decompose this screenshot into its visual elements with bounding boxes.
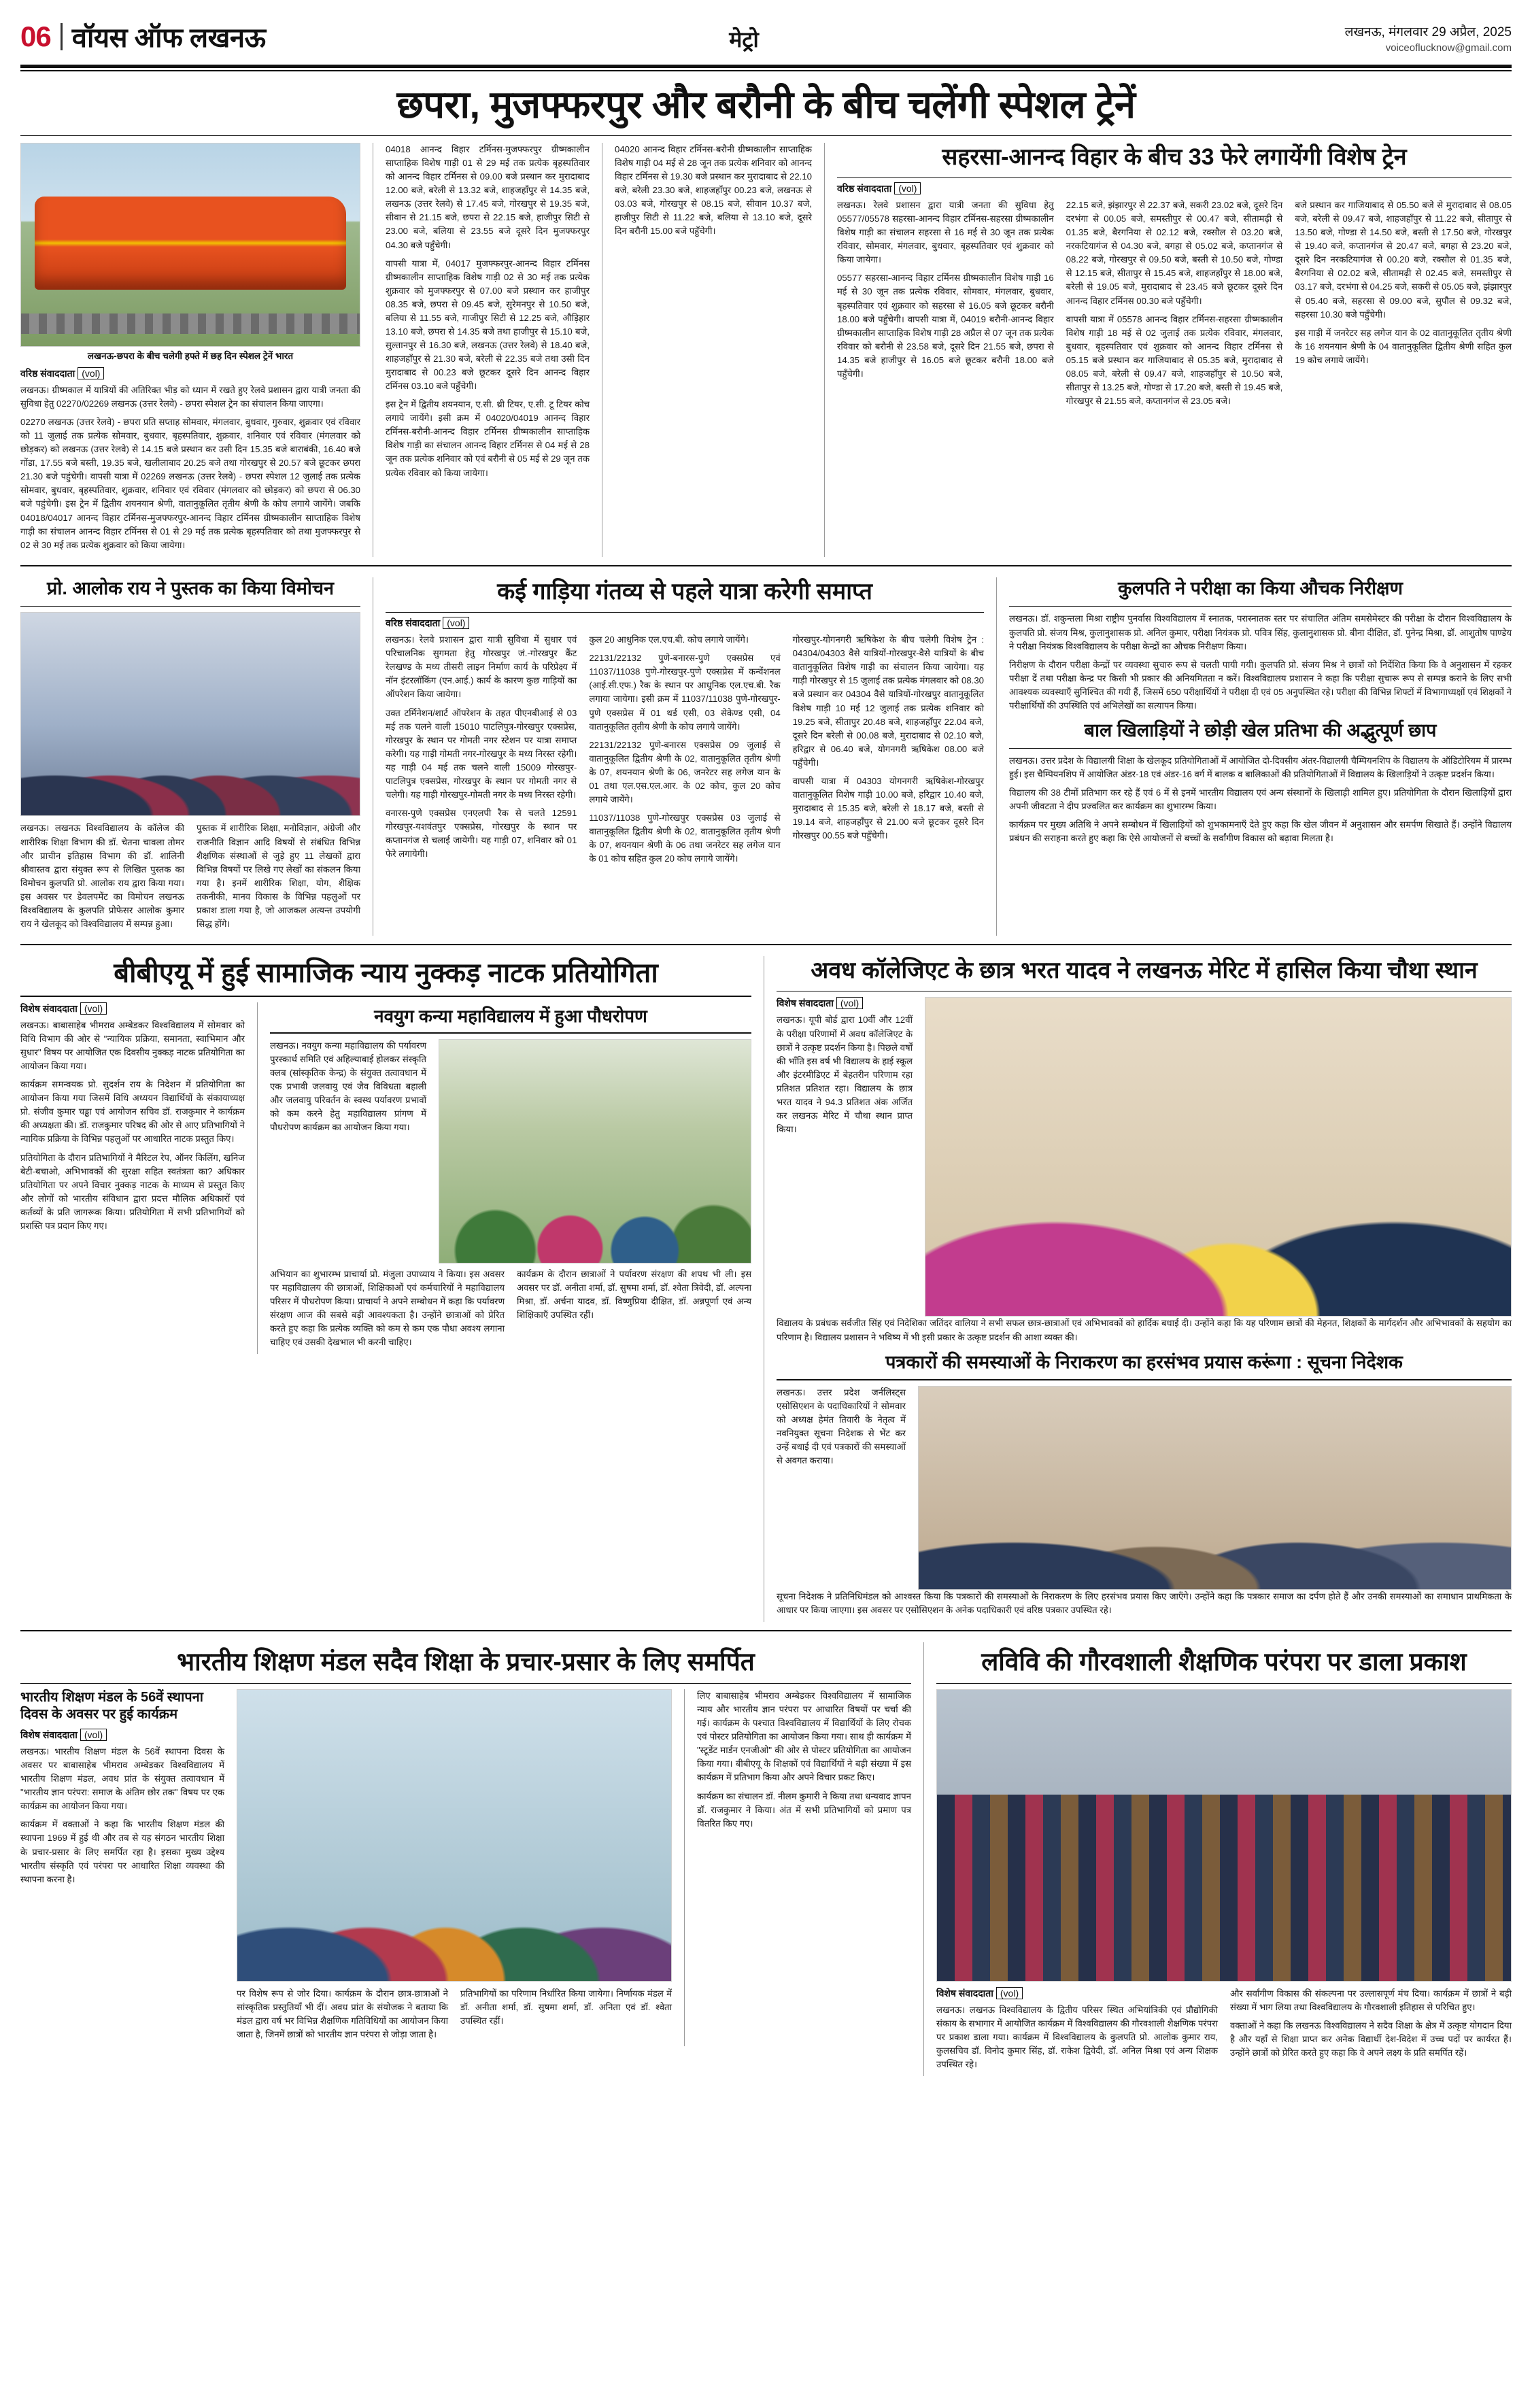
- journalists-photo-col: [918, 1386, 1512, 1590]
- col-divider: [824, 143, 825, 557]
- sahrsa-col1: [837, 199, 1054, 413]
- plantation-p2: अभियान का शुभारम्भ प्राचार्या प्रो. मंजुला उपाध्याय ने किया। इस अवसर पर महाविद्यालय की छात्राओं, शिक्षिकाओं एवं कर्मचारियों ने महाविद्यालय परिसर में पौधरोपण किया। प्राचार्या ने अपने सम्बोधन में कहा कि पर्यावरण संरक्षण आज की सबसे बड़ी आवश्यकता है। उन्होंने छात्राओं को प्रेरित करते हुए कहा कि प्रत्येक व्यक्ति को कम से कम एक पौधा अवश्य लगाना चाहिए एवं उसकी देखभाल भी करनी चाहिए।: [270, 1268, 505, 1348]
- section-two: [20, 573, 1512, 936]
- tt-c1-p1: लखनऊ। रेलवे प्रशासन द्वारा यात्री सुविधा में सुधार एवं परिचालनिक सुगमता हेतु गोरखपुर जं.-गोरखपुर कैंट रेलखण्ड के मध्य तीसरी लाइन निर्माण कार्य के परिप्रेक्ष्य में नॉन इंटरलॉकिंग (एन.आई.) कार्य के कारण कुछ गाड़ियों का ऑपरेशन किया जायेगा।: [386, 634, 577, 700]
- sahrsa-byline: [837, 182, 1512, 195]
- handshake-photo: [918, 1386, 1512, 1590]
- lead-col3-p1: 04020 आनन्द विहार टर्मिनस-बरौनी ग्रीष्मकालीन साप्ताहिक विशेष गाड़ी 04 मई से 28 जून तक प्रत्येक शनिवार को आनन्द विहार टर्मिनस से 19.30 बजे प्रस्थान कर मुरादाबाद से 22.10 बजे, बरेली 23.30 बजे, शाहजहाँपुर 00.23 बजे, लखनऊ से 03.03 बजे, गोरखपुर से 08.15 बजे, सीवान 10.37 बजे, हाजीपुर सिटी से 11.22 बजे, बलिया से 13.10 बजे, दूसरे दिन बरौनी 15.00 बजे पहुँचेगी।: [615, 144, 812, 237]
- child-athletes-rule: [1009, 748, 1512, 749]
- section-title: मेट्रो: [729, 27, 759, 52]
- trains-terminate-col1: [386, 633, 577, 870]
- sahrsa-col3: [1295, 199, 1512, 413]
- plantation-columns: [270, 1039, 751, 1264]
- masthead-rule-thin: [20, 70, 1512, 71]
- tt-c2-p1: कुल 20 आधुनिक एल.एच.बी. कोच लगाये जायेंगे।: [589, 634, 749, 645]
- bbau-rule: [20, 996, 751, 997]
- plantation-bottom-columns: [270, 1268, 751, 1354]
- bsm-photo-undercolumns: [237, 1987, 672, 2046]
- plantation-bottom-col1: [270, 1268, 505, 1354]
- book-release-photo: [20, 612, 360, 816]
- trains-terminate-vol-tag: (vol): [443, 617, 469, 629]
- masthead-left: [20, 18, 266, 55]
- bsm-under-col1: [237, 1987, 448, 2046]
- tt-c2-p3: 22131/22132 पुणे-बनारस एक्सप्रेस 09 जुलाई से वातानुकूलित द्वितीय श्रेणी के 02, वातानुकूलित तृतीय श्रेणी के 07, शयनयान श्रेणी के 06, जनरेटर सह लगेज यान के 01 तथा एल.एस.एल.आर. के 02 कोच, कुल 20 कोच लगाये जायेंगे।: [589, 739, 781, 804]
- plantation-photo-col: [439, 1039, 751, 1264]
- bsm-columns: [20, 1689, 911, 2046]
- sahrsa-byline-text: वरिष्ठ संवाददाता: [837, 183, 892, 194]
- page-number: 06: [20, 20, 51, 52]
- plantation-photo: [439, 1039, 751, 1264]
- bsm-p4: प्रतिभागियों का परिणाम निर्धारित किया जायेगा। निर्णायक मंडल में डॉ. अनीता शर्मा, डॉ. सुषमा शर्मा, डॉ. अनिता एवं डॉ. श्वेता उपस्थित रहीं।: [460, 1988, 672, 2027]
- bsm-col1: [20, 1689, 224, 2046]
- plantation-rule: [270, 1032, 751, 1034]
- journalists-p2: सूचना निदेशक ने प्रतिनिधिमंडल को आश्वस्त किया कि पत्रकारों की समस्याओं के निराकरण के लिए हरसंभव प्रयास किए जाएँगे। उन्होंने कहा कि पत्रकार समाज का दर्पण होते हैं और उनकी समस्याओं का समाधान प्राथमिकता के आधार पर किया जाएगा। इस अवसर पर एसोसिएशन के अनेक पदाधिकारी एवं वरिष्ठ पत्रकार उपस्थित रहे।: [777, 1591, 1512, 1615]
- plantation-p3: कार्यक्रम के दौरान छात्राओं ने पर्यावरण संरक्षण की शपथ भी ली। इस अवसर पर डॉ. अनीता शर्मा, डॉ. सुषमा शर्मा, डॉ. श्वेता त्रिवेदी, डॉ. अल्पना मिश्रा, डॉ. अर्चना यादव, डॉ. विष्णुप्रिया दीक्षित, डॉ. अन्नपूर्णा एवं अन्य शिक्षिकाएँ उपस्थित रहीं।: [517, 1268, 751, 1321]
- merit-p1: लखनऊ। यूपी बोर्ड द्वारा 10वीं और 12वीं के परीक्षा परिणामों में अवध कॉलेजिएट के छात्रों ने उत्कृष्ट प्रदर्शन किया है। पिछले वर्षों की भाँति इस वर्ष भी विद्यालय के हाई स्कूल और इंटरमीडिएट में बेहतरीन परिणाम रहा प्रतिशत प्रतिशत रहा। विद्यालय के छात्र भरत यादव ने 94.3 प्रतिशत अंक अर्जित कर लखनऊ मेरिट में चौथा स्थान प्राप्त किया।: [777, 1015, 913, 1134]
- trains-terminate-byline: [386, 617, 984, 630]
- lu-legacy-headline: लविवि की गौरवशाली शैक्षणिक परंपरा पर डाला प्रकाश: [981, 1648, 1467, 1676]
- journalists-p1: लखनऊ। उत्तर प्रदेश जर्नलिस्ट्स एसोसिएशन के पदाधिकारियों ने सोमवार को अध्यक्ष हेमंत तिवारी के नेतृत्व में नवनियुक्त सूचना निदेशक से भेंट कर उन्हें बधाई दी एवं पत्रकारों की समस्याओं से अवगत कराया।: [777, 1387, 906, 1466]
- bbau-vol-tag: (vol): [80, 1002, 107, 1015]
- merit-columns: [777, 997, 1512, 1317]
- merit-photo-col: [925, 997, 1512, 1317]
- issue-date: लखनऊ, मंगलवार 29 अप्रैल, 2025: [1344, 25, 1512, 40]
- publication-title: वॉयस ऑफ लखनऊ: [71, 23, 266, 53]
- bbau-byline: [20, 1002, 245, 1015]
- bsm-col3: [697, 1689, 911, 2046]
- section-four: [20, 1638, 1512, 2076]
- sahrsa-rule: [837, 177, 1512, 179]
- lead-col2-p2: वापसी यात्रा में, 04017 मुजफ्फरपुर-आनन्द विहार टर्मिनस ग्रीष्मकालीन साप्ताहिक विशेष गाड़ी 02 से 30 मई तक प्रत्येक शुक्रवार को मुजफ्फरपुर से 07.00 बजे प्रस्थान कर हाजीपुर 08.35 बजे, छपरा से 09.45 बजे, सुरेमनपुर से 10.50 बजे, बलिया से 11.55 बजे, गाजीपुर सिटी से 12.25 बजे, औड़िहार 13.10 बजे, छपरा से 14.35 बजे तथा हाजीपुर से 15.10 बजे, सुल्तानपुर से 16.30 बजे, लखनऊ (उत्तर रेलवे) से 18.40 बजे, शाहजहाँपुर से 21.30 बजे, बरेली से 22.35 बजे तथा उसी दिन मुरादाबाद से 00.23 बजे छूटकर दूसरे दिन आनन्द विहार टर्मिनस 03.10 बजे पहुँचेगी।: [386, 258, 590, 392]
- bbau-story: [20, 956, 751, 1622]
- bsm-story: [20, 1642, 911, 2076]
- book-release-rule: [20, 606, 360, 607]
- col-divider: [996, 577, 997, 936]
- lead-col2-p1: 04018 आनन्द विहार टर्मिनस-मुजफ्फरपुर ग्रीष्मकालीन साप्ताहिक विशेष गाड़ी 01 से 29 मई तक प्रत्येक बृहस्पतिवार को आनन्द विहार टर्मिनस से 09.00 बजे प्रस्थान कर मुरादाबाद 12.00 बजे, बरेली से 13.32 बजे, शाहजहाँपुर से 14.35 बजे, लखनऊ (उत्तर रेलवे) से 17.45 बजे, गोरखपुर से 19.35 बजे, सीवान से 21.15 बजे, छपरा से 22.15 बजे, हाजीपुर सिटी से 23.00 बजे, बलिया से 23.55 बजे दूसरे दिन मुजफ्फरपुर 04.30 बजे पहुँचेगी।: [386, 144, 590, 250]
- masthead-right: [1345, 24, 1512, 55]
- train-photo: [20, 143, 360, 347]
- sahrsa-columns: [837, 199, 1512, 413]
- felicitation-photo: [925, 997, 1512, 1317]
- lu-legacy-columns: [936, 1987, 1512, 2076]
- section-divider-1: [20, 565, 1512, 567]
- journalists-headline: पत्रकारों की समस्याओं के निराकरण का हरसंभव प्रयास करूंगा : सूचना निदेशक: [885, 1351, 1403, 1372]
- sahrsa-col1-p2: 05577 सहरसा-आनन्द विहार टर्मिनस ग्रीष्मकालीन विशेष गाड़ी 16 मई से 30 जून तक प्रत्येक रविवार, सोमवार, मंगलवार, बुधवार, बृहस्पतिवार एवं शुक्रवार को सहरसा से 16.05 बजे छूटकर बरौनी 18.00 बजे पहुँचेगी। वापसी यात्रा में, 04019 बरौनी-आनन्द विहार ग्रीष्मकालीन साप्ताहिक विशेष गाड़ी 28 अप्रैल से 07 जून तक प्रत्येक रविवार को बरौनी से 23.58 बजे, दूसरे दिन 21.55 बजे, छपरा से 14.35 बजे हाजीपुर से 16.05 बजे छूटकर बरौनी 18.00 बजे पहुँचेगी।: [837, 273, 1054, 379]
- bsm-p3: पर विशेष रूप से जोर दिया। कार्यक्रम के दौरान छात्र-छात्राओं ने सांस्कृतिक प्रस्तुतियाँ भी दीं। अवध प्रांत के संयोजक ने बताया कि मंडल द्वारा वर्ष भर विभिन्न शैक्षणिक गतिविधियों का आयोजन किया जाता है, जिनमें छात्रों को भारतीय ज्ञान परंपरा से जोड़ा जाता है।: [237, 1988, 448, 2040]
- lead-byline-text: वरिष्ठ संवाददाता: [20, 367, 75, 379]
- lead-col2-p3: इस ट्रेन में द्वितीय शयनयान, ए.सी. थ्री टियर, ए.सी. टू टियर कोच लगाये जायेंगे। इसी क्रम में 04020/04019 आनन्द विहार टर्मिनस-बरौनी-आनन्द विहार टर्मिनस ग्रीष्मकालीन साप्ताहिक विशेष गाड़ी का संचालन आनन्द विहार टर्मिनस से 04 मई से 28 जून तक प्रत्येक शनिवार को एवं बरौनी से 05 मई से 29 जून तक प्रत्येक रविवार को किया जायेगा।: [386, 399, 590, 478]
- trains-terminate-byline-text: वरिष्ठ संवाददाता: [386, 617, 441, 629]
- merit-story: [777, 956, 1512, 1622]
- plantation-p1: लखनऊ। नवयुग कन्या महाविद्यालय की पर्यावरण पुरस्कार्थ समिति एवं अहिल्याबाई होलकर संस्कृति क्लब (सांस्कृतिक केन्द्र) के संयुक्त तत्वावधान में एक प्रभावी जलवायु एवं जैव विविधता बहाली और जलवायु परिवर्तन के स्वस्थ पर्यावरण प्रभावों को कम करने हेतु महाविद्यालय प्रांगण में पौधरोपण कार्यक्रम का आयोजन किया गया।: [270, 1040, 426, 1133]
- bsm-vol-tag: (vol): [80, 1729, 107, 1741]
- plantation-bottom-col2: [517, 1268, 751, 1354]
- trains-terminate-story: [386, 577, 984, 936]
- trains-terminate-headline: कई गाड़िया गंतव्य से पहले यात्रा करेगी समाप्त: [497, 579, 872, 605]
- sahrsa-col2-p1: 22.15 बजे, झंझारपुर से 22.37 बजे, सकरी 23.02 बजे, दूसरे दिन दरभंगा से 00.05 बजे, समस्तीपुर से 00.47 बजे, सीतामढ़ी से 01.35 बजे, बैरगनिया से 02.12 बजे, रक्सौल से 03.20 बजे, नरकटियागंज से 04.30 बजे, बगहा से 05.02 बजे, कप्तानगंज से 08.22 बजे, गोरखपुर से 09.50 बजे, बस्ती से 10.50 बजे, गोण्डा से 12.15 बजे, सीतापुर से 15.45 बजे, शाहजहाँपुर से 18.00 बजे, बरेली से 19.05 बजे, मुरादाबाद से 23.45 बजे छूटकर दूसरे दिन आनन्द विहार टर्मिनस 00.30 बजे पहुँचेगी।: [1066, 200, 1283, 306]
- lead-left-column: [20, 143, 360, 557]
- merit-p2: विद्यालय के प्रबंधक सर्वजीत सिंह एवं निदेशिका जतिंदर वालिया ने सभी सफल छात्र-छात्राओं एवं अभिभावकों को हार्दिक बधाई दी। उन्होंने कहा कि यह परिणाम छात्रों की मेहनत, शिक्षकों के मार्गदर्शन और अभिभावकों के सहयोग का परिणाम है। विद्यालय प्रशासन ने भविष्य में भी इसी प्रकार के उत्कृष्ट प्रदर्शन की आशा व्यक्त की।: [777, 1318, 1512, 1342]
- vc-inspection-headline: कुलपति ने परीक्षा का किया औचक निरीक्षण: [1118, 578, 1403, 599]
- journalists-rule: [777, 1379, 1512, 1380]
- bbau-columns: [20, 1002, 751, 1354]
- bsm-p2: कार्यक्रम में वक्ताओं ने कहा कि भारतीय शिक्षण मंडल की स्थापना 1969 में हुई थी और तब से यह संगठन भारतीय शिक्षा के प्रचार-प्रसार के लिए समर्पित रहा है। इसका मुख्य उद्देश्य भारतीय संस्कृति एवं परंपरा पर आधारित शिक्षा व्यवस्था की स्थापना करना है।: [20, 1819, 224, 1884]
- tt-c2-p2: 22131/22132 पुणे-बनारस-पुणे एक्सप्रेस एवं 11037/11038 पुणे-गोरखपुर-पुणे एक्सप्रेस में कन्वेंशनल (आई.सी.एफ.) रैक के स्थान पर आधुनिक एल.एच.बी. रैक लगाया जायेगा। इसी क्रम में 11037/11038 पुणे-गोरखपुर-पुणे एक्सप्रेस में 01 थर्ड एसी, 03 सेकेण्ड एसी, 04 वातानुकूलित तृतीय श्रेणी के कोच लगाये जायेंगे।: [589, 653, 781, 732]
- lu-legacy-p2: और सर्वांगीण विकास की संकल्पना पर उल्लासपूर्ण मंच दिया। कार्यक्रम में छात्रों ने बड़ी संख्या में भाग लिया तथा विश्वविद्यालय के गौरवशाली इतिहास से परिचित हुए।: [1230, 1988, 1512, 2013]
- train-photo-caption: लखनऊ-छपरा के बीच चलेगी हफ्ते में छह दिन स्पेशल ट्रेनें भारत: [87, 351, 294, 362]
- lead-byline: [20, 367, 360, 380]
- lu-legacy-story: [936, 1642, 1512, 2076]
- tt-c3-p2: वापसी यात्रा में 04303 योगनगरी ऋषिकेश-गोरखपुर वातानुकूलित विशेष गाड़ी 10.00 बजे, हरिद्वार 10.40 बजे, मुरादाबाद से 15.35 बजे, बरेली से 18.17 बजे, बस्ती से 19.14 बजे, शाहजहाँपुर से 21.00 बजे छूटकर दूसरे दिन गोरखपुर 00.55 बजे पहुँचेगी।: [792, 775, 984, 841]
- book-release-p1: लखनऊ। लखनऊ विश्वविद्यालय के कॉलेज की शारीरिक शिक्षा विभाग की डॉ. चेतना चावला तोमर और प्राचीन इतिहास विभाग की डॉ. शालिनी श्रीवास्तव द्वारा संयुक्त रूप से लिखित पुस्तक का विमोचन कुलपति प्रो. आलोक राय द्वारा किया गया। इस अवसर पर डेवलपमेंट का विमोचन लखनऊ विश्वविद्यालय के कुलपति प्रोफेसर आलोक कुमार राय ने खेलकूद को विश्वविद्यालय में सम्पन्न हुआ।: [20, 823, 184, 929]
- plantation-headline: नवयुग कन्या महाविद्यालय में हुआ पौधरोपण: [374, 1005, 647, 1026]
- bsm-p5: लिए बाबासाहेब भीमराव अम्बेडकर विश्वविद्यालय में सामाजिक न्याय और भारतीय ज्ञान परंपरा पर आधारित विषयों पर चर्चा की गई। कार्यक्रम के पश्चात विश्वविद्यालय में विद्यार्थियों के लिए रोचक एवं पोस्टर प्रतियोगिता का आयोजन किया गया। साथ ही कार्यक्रम में "स्टूडेंट मार्डन एनजीओ" की ओर से पोस्टर प्रतियोगिता का आयोजन किया गया। बीबीएयू के शिक्षकों एवं विद्यार्थियों ने बड़ी संख्या में इस कार्यक्रम में प्रतिभाग किया और अपने विचार प्रकट किए।: [697, 1691, 911, 1783]
- lead-col1-p1: लखनऊ। ग्रीष्मकाल में यात्रियों की अतिरिक्त भीड़ को ध्यान में रखते हुए रेलवे प्रशासन द्वारा यात्री जनता की सुविधा हेतु 02270/02269 लखनऊ (उत्तर रेलवे) - छपरा स्पेशल ट्रेन का संचालन किया जाएगा।: [20, 384, 360, 409]
- journalists-columns: [777, 1386, 1512, 1590]
- tt-c1-p2: उक्त टर्मिनेशन/शार्ट ऑपरेशन के तहत पीएनबीआई से 03 मई तक चलने वाली 15010 पाटलिपुत्र-गोरखपुर एक्सप्रेस, गोरखपुर के स्थान पर गोमती नगर स्टेशन पर यात्रा समाप्त करेगी। यह गाड़ी गोमती नगर-गोरखपुर के मध्य निरस्त रहेगी। यह गाड़ी 04 मई तक चलने वाली 15009 गोरखपुर-पाटलिपुत्र एक्सप्रेस, गोरखपुर के स्थान पर गोमती नगर से चलेगी। यह गाड़ी गोरखपुर-गोमती नगर के मध्य निरस्त रहेगी।: [386, 707, 577, 800]
- lead-col2: [386, 143, 590, 557]
- bsm-under-col2: [460, 1987, 672, 2046]
- col-divider: [923, 1642, 924, 2076]
- vc-inspection-story: [1009, 577, 1512, 936]
- child-athletes-headline: बाल खिलाड़ियों ने छोड़ी खेल प्रतिभा की अद्भुत्पूर्ण छाप: [1084, 719, 1437, 741]
- bsm-p1: लखनऊ। भारतीय शिक्षण मंडल के 56वें स्थापना दिवस के अवसर पर बाबासाहेब भीमराव अम्बेडकर विश्वविद्यालय में भारतीय शिक्षण मंडल, अवध प्रांत के संयुक्त तत्वावधान में "भारतीय ज्ञान परंपरा: समाज के अंतिम छोर तक" विषय पर एक कार्यक्रम का आयोजन किया गया।: [20, 1746, 224, 1812]
- trains-terminate-rule: [386, 612, 984, 613]
- sahrsa-vol-tag: (vol): [894, 182, 921, 194]
- bbau-p1: लखनऊ। बाबासाहेब भीमराव अम्बेडकर विश्वविद्यालय में सोमवार को विधि विभाग की ओर से "न्यायिक प्रक्रिया, समानता, स्वाभिमान और सुधार" विषय पर आयोजित एक दिवसीय नुक्कड़ नाटक प्रतियोगिता का आयोजन किया गया।: [20, 1019, 245, 1072]
- book-release-col2: [197, 821, 360, 936]
- bsm-subhead: भारतीय शिक्षण मंडल के 56वें स्थापना दिवस के अवसर पर हुई कार्यक्रम: [20, 1690, 203, 1723]
- bsm-byline-text: विशेष संवाददाता: [20, 1729, 78, 1741]
- lu-legacy-p1: लखनऊ। लखनऊ विश्वविद्यालय के द्वितीय परिसर स्थित अभियांत्रिकी एवं प्रौद्योगिकी संकाय के सभागार में आयोजित कार्यक्रम में विश्वविद्यालय की गौरवशाली शैक्षणिक परंपरा पर प्रकाश डाला गया। कार्यक्रम में विश्वविद्यालय के कुलपति प्रो. आलोक कुमार राय, कुलसचिव डॉ. विनोद कुमार सिंह, डॉ. राकेश द्विवेदी, डॉ. अनिल मिश्रा एवं अन्य शिक्षक उपस्थित रहे।: [936, 2005, 1218, 2070]
- tt-c3-p1: गोरखपुर-योगनगरी ऋषिकेश के बीच चलेगी विशेष ट्रेन : 04304/04303 वैसे यात्रियों-गोरखपुर-वैसे यात्रियों के बीच वातानुकूलित विशेष गाड़ी का संचालन किया जायेगा। यह गाड़ी गोरखपुर से 15 जुलाई तक प्रत्येक मंगलवार को 08.30 बजे प्रस्थान कर 04304 वैसे यात्रियों-गोरखपुर वातानुकूलित विशेष गाड़ी 10 मई 12 जुलाई तक प्रत्येक शनिवार को 19.25 बजे, सीतापुर 20.48 बजे, शाहजहाँपुर 22.04 बजे, दूसरे दिन बरेली से 00.08 बजे, मुरादाबाद से 02.10 बजे, हरिद्वार से 06.40 बजे, योगनगरी ऋषिकेश 08.00 बजे पहुँचेगी।: [792, 634, 984, 768]
- lu-legacy-p3: वक्ताओं ने कहा कि लखनऊ विश्वविद्यालय ने सदैव शिक्षा के क्षेत्र में उत्कृष्ट योगदान दिया है और यहाँ से शिक्षा प्राप्त कर अनेक विद्यार्थी देश-विदेश में उच्च पदों पर कार्यरत हैं। उन्होंने छात्रों को प्रेरित करते हुए कहा कि वे अपने लक्ष्य के प्रति समर्पित रहें।: [1230, 2020, 1512, 2058]
- sahrsa-col2: [1066, 199, 1283, 413]
- trains-terminate-columns: [386, 633, 984, 870]
- lu-legacy-photo: [936, 1689, 1512, 1982]
- students-photo: [237, 1689, 672, 1982]
- lu-legacy-vol-tag: (vol): [996, 1987, 1023, 1999]
- journalists-text-col: [777, 1386, 906, 1590]
- merit-byline: [777, 997, 913, 1010]
- bsm-rule: [20, 1683, 911, 1684]
- merit-rule: [777, 991, 1512, 992]
- merit-headline: अवध कॉलेजिएट के छात्र भरत यादव ने लखनऊ मेरिट में हासिल किया चौथा स्थान: [811, 957, 1478, 984]
- bsm-photo-col: [237, 1689, 672, 2046]
- tt-c1-p3: वनारस-पुणे एक्सप्रेस एनएलपी रैक से चलते 12591 गोरखपुर-यशवंतपुर एक्सप्रेस, गोरखपुर के स्थान पर कप्तानगंज से चलाई जायेगी। यह गाड़ी 07, शनिवार को 01 फेरे लगायेगी।: [386, 807, 577, 860]
- vc-inspection-rule: [1009, 606, 1512, 607]
- section-divider-3: [20, 1630, 1512, 1632]
- book-release-columns: [20, 821, 360, 936]
- bbau-p3: प्रतियोगिता के दौरान प्रतिभागियों ने मैरिटल रेप, ऑनर किलिंग, खनिज बेटी-बचाओ, अभिभावकों की सुरक्षा सहित स्वतंत्रता का? अधिकार प्रतियोगिता पर अपने विचार नुक्कड़ नाटक के माध्यम से प्रस्तुत किए और लोगों को भारतीय संविधान द्वारा प्रदत्त मौलिक अधिकारों एवं कर्तव्यों के प्रति जागरूक किया। प्रतियोगिता में सभी प्रतिभागियों को प्रशस्ति पत्र प्रदान किए गए।: [20, 1152, 245, 1231]
- lu-legacy-byline-text: विशेष संवाददाता: [936, 1988, 993, 1999]
- book-release-col1: [20, 821, 184, 936]
- vc-inspection-p1: लखनऊ। डॉ. शकुन्तला मिश्रा राष्ट्रीय पुनर्वास विश्वविद्यालय में स्नातक, परास्नातक स्तर पर संचालित अंतिम समसेमेस्टर की परीक्षा के दौरान विश्वविद्यालय के कुलपति प्रो. संजय मिश्र, कुलानुशासक प्रो. अनिल कुमार, परीक्षा नियंत्रक प्रो. पवित्र सिंह, कुलानुशासक प्रो. बीना दीक्षित, डॉ. पुनेन्द्र मिश्रा, डॉ. आशुतोष पाण्डेय ने परीक्षा नियंत्रक विश्वविद्यालय के परीक्षा केन्द्रों का औचक निरीक्षण किया।: [1009, 613, 1512, 651]
- bbau-col1: [20, 1002, 245, 1354]
- section-divider-2: [20, 944, 1512, 946]
- tt-c2-p4: 11037/11038 पुणे-गोरखपुर एक्सप्रेस 03 जुलाई से वातानुकूलित द्वितीय श्रेणी के 02, वातानुकूलित तृतीय श्रेणी के 07, शयनयान श्रेणी के 06 तथा जनरेटर सह लगेज यान के 01 कोच सहित कुल 20 कोच लगाये जायेंगे।: [589, 812, 781, 864]
- bbau-p2: कार्यक्रम समन्वयक प्रो. सुदर्शन राय के निदेशन में प्रतियोगिता का आयोजन किया गया जिसमें विधि अध्ययन विद्यार्थियों के संकायाध्यक्ष प्रो. संजीव कुमार चड्ढा एवं आयोजन सचिव डॉ. राजकुमार ने कार्यक्रम की अध्यक्षता की। डॉ. राजकुमार परिषद की ओर से आए प्रतिभागियों ने न्यायिक प्रक्रिया के विभिन्न पहलुओं पर आधारित नाटक प्रस्तुत किए।: [20, 1079, 245, 1144]
- lu-legacy-col2: [1230, 1987, 1512, 2076]
- bsm-headline: भारतीय शिक्षण मंडल सदैव शिक्षा के प्रचार-प्रसार के लिए समर्पित: [177, 1648, 755, 1676]
- trains-terminate-col3: [793, 633, 984, 870]
- lead-col1-p2: 02270 लखनऊ (उत्तर रेलवे) - छपरा प्रति सप्ताह सोमवार, मंगलवार, बुधवार, गुरुवार, शुक्रवार एवं रविवार को 11 जुलाई तक प्रत्येक सोमवार, बुधवार, बृहस्पतिवार, शुक्रवार, शनिवार एवं रविवार (मंगलवार को छोड़कर) को लखनऊ (उत्तर रेलवे) से 14.15 बजे प्रस्थान कर उसी दिन 15.35 बजे बाराबंकी, 16.40 बजे गोंडा, 17.55 बजे बस्ती, 19.35 बजे, खलीलाबाद 20.25 बजे तथा गोरखपुर से 20.57 बजे छूटकर छपरा 21.30 बजे पहुंचेगी। वापसी यात्रा में 02269 लखनऊ (उत्तर रेलवे) - छपरा स्पेशल 12 जुलाई तक प्रत्येक सोमवार, बुधवार, बृहस्पतिवार, शुक्रवार, शनिवार एवं रविवार (मंगलवार को छोड़कर) को छपरा से 06.30 बजे पहुंचेगी। इस ट्रेन में द्वितीय शयनयान श्रेणी, वातानुकूलित तृतीय श्रेणी के कोच लगाये जायेंगे। जबकि 04018/04017 आनन्द विहार टर्मिनस-मुजफ्फरपुर-आनन्द विहार टर्मिनस ग्रीष्मकालीन साप्ताहिक विशेष गाड़ी का संचालन आनन्द विहार टर्मिनस से 01 से 29 मई तक प्रत्येक बृहस्पतिवार को तथा मुजफ्फरपुर से 02 से 30 मई तक प्रत्येक शुक्रवार को किया जायेगा।: [20, 417, 360, 550]
- lead-right-story: [837, 143, 1512, 557]
- bsm-byline: [20, 1729, 224, 1742]
- book-release-p2: पुस्तक में शारीरिक शिक्षा, मनोविज्ञान, अंग्रेजी और राजनीति विज्ञान आदि विषयों से संबंधित विभिन्न शैक्षणिक संस्थाओं से जुड़े हुए 11 लेखकों द्वारा विभिन्न विषयों पर लिखे गए लेखों का संकलन किया गया है। इनमें शारीरिक शिक्षा, योग, शैक्षिक तकनीकी, मानव विकास के विभिन्न पहलुओं पर प्रकाश डाला गया है, जो आजकल अत्यन्त उपयोगी सिद्ध होंगे।: [197, 823, 360, 929]
- masthead-divider: [61, 23, 63, 50]
- sahrsa-headline: सहरसा-आनन्द विहार के बीच 33 फेरे लगायेंगी विशेष ट्रेन: [942, 144, 1407, 171]
- merit-text-col: [777, 997, 913, 1317]
- lu-legacy-rule: [936, 1683, 1512, 1684]
- bbau-headline: बीबीएयू में हुई सामाजिक न्याय नुक्कड़ नाटक प्रतियोगिता: [114, 958, 658, 989]
- child-athletes-p1: लखनऊ। उत्तर प्रदेश के विद्यालयी शिक्षा के खेलकूद प्रतियोगिताओं में आयोजित दो-दिवसीय अंतर-विद्यालयी चैम्पियनशिप के विद्यालय के ऑडिटोरियम में प्रारम्भ हुई। इस चैम्पियनशिप में आयोजित अंडर-18 एवं अंडर-16 वर्ग में बालक व बालिकाओं की प्रतियोगिताओं में विद्यालय के खिलाड़ियों ने उत्कृष्ट प्रदर्शन किया।: [1009, 756, 1512, 780]
- child-athletes-p3: कार्यक्रम पर मुख्य अतिथि ने अपने सम्बोधन में खिलाड़ियों को शुभकामनाएँ देते हुए कहा कि खेल जीवन में अनुशासन और समर्पण सिखाते हैं। उन्होंने विद्यालय प्रबंधन की सराहना करते हुए कहा कि ऐसे आयोजनों से बच्चों के सर्वांगीण विकास को बढ़ावा मिलता है।: [1009, 819, 1512, 844]
- plantation-story: [270, 1002, 751, 1354]
- contact-email: voiceoflucknow@gmail.com: [1385, 41, 1512, 54]
- col-divider: [257, 1002, 258, 1354]
- masthead-rule: [20, 65, 1512, 68]
- merit-vol-tag: (vol): [836, 997, 863, 1009]
- sahrsa-col3-p2: इस गाड़ी में जनरेटर सह लगेज यान के 02 वातानुकूलित तृतीय श्रेणी के 16 शयनयान श्रेणी के 04 वातानुकूलित द्वितीय श्रेणी सहित कुल 19 कोच लगाये जायेंगे।: [1295, 327, 1512, 365]
- sahrsa-col2-p2: वापसी यात्रा में 05578 आनन्द विहार टर्मिनस-सहरसा ग्रीष्मकालीन विशेष गाड़ी 18 मई से 02 जुलाई तक प्रत्येक रविवार, मंगलवार, बुधवार, बृहस्पतिवार एवं शुक्रवार को आनन्द विहार टर्मिनस से 05.15 बजे प्रस्थान कर गाजियाबाद से 05.35 बजे, मुरादाबाद से 08.05 बजे, बरेली से 09.47 बजे, शाहजहाँपुर से 10.50 बजे, सीतापुर से 13.25 बजे, गोण्डा से 17.20 बजे, बस्ती से 19.45 बजे, गोरखपुर से 21.55 बजे, कप्तानगंज से 23.05 बजे।: [1066, 313, 1283, 406]
- lead-vol-tag: (vol): [78, 367, 104, 379]
- trains-terminate-col2: [589, 633, 780, 870]
- merit-byline-text: विशेष संवाददाता: [777, 998, 834, 1009]
- lead-story: [20, 143, 1512, 557]
- lead-col3: [615, 143, 812, 557]
- lead-rule: [20, 135, 1512, 137]
- bbau-byline-text: विशेष संवाददाता: [20, 1002, 78, 1014]
- masthead: [20, 18, 1512, 62]
- bsm-p6: कार्यक्रम का संचालन डॉ. नीलम कुमारी ने किया तथा धन्यवाद ज्ञापन डॉ. राजकुमार ने किया। अंत में सभी प्रतिभागियों को प्रमाण पत्र वितरित किए गए।: [697, 1791, 911, 1829]
- lead-headline: छपरा, मुजफ्फरपुर और बरौनी के बीच चलेंगी स्पेशल ट्रेनें: [396, 82, 1136, 126]
- col-divider: [684, 1689, 685, 2046]
- section-three: [20, 952, 1512, 1622]
- lu-legacy-byline: [936, 1987, 1218, 2000]
- sahrsa-col3-p1: बजे प्रस्थान कर गाजियाबाद से 05.50 बजे से मुरादाबाद से 08.05 बजे, बरेली से 09.47 बजे, शाहजहाँपुर से 11.22 बजे, सीतापुर से 13.50 बजे, गोण्डा से 14.50 बजे, बस्ती से 17.50 बजे, गोरखपुर से 19.40 बजे, कप्तानगंज से 20.47 बजे, बगहा से 23.20 बजे, दूसरे दिन नरकटियागंज से 00.20 बजे, रक्सौल से 01.35 बजे, बैरगनिया से 02.02 बजे, सीतामढ़ी से 02.45 बजे, समस्तीपुर से 03.17 बजे, दरभंगा से 04.25 बजे, सकरी से 05.05 बजे, झंझारपुर से 05.40 बजे, सहरसा से 09.00 बजे, सुपौल से 09.32 बजे, सहरसा 10.30 बजे पहुँचेगी।: [1295, 200, 1512, 320]
- sahrsa-col1-p1: लखनऊ। रेलवे प्रशासन द्वारा यात्री जनता की सुविधा हेतु 05577/05578 सहरसा-आनन्द विहार टर्मिनस-सहरसा ग्रीष्मकालीन विशेष गाड़ी का संचालन सहरसा से 16 मई से 30 जून तक प्रत्येक रविवार, सोमवार, मंगलवार, बुधवार, बृहस्पतिवार एवं शुक्रवार को किया जायेगा।: [837, 200, 1054, 265]
- vc-inspection-p2: निरीक्षण के दौरान परीक्षा केन्द्रों पर व्यवस्था सुचारु रूप से चलती पायी गयी। कुलपति प्रो. संजय मिश्र ने छात्रों को निर्देशित किया कि वे अनुशासन में रहकर परीक्षा दें तथा परीक्षा केन्द्र पर किसी भी प्रकार की अनियमितता न करें। विश्वविद्यालय प्रशासन ने कहा कि परीक्षा सुचारू रूप से सम्पन्न कराने के लिए सभी आवश्यक व्यवस्थाएँ सुनिश्चित की गयी हैं, जिसमें 650 परीक्षार्थियों ने परीक्षा दी एवं 05 अनुपस्थित रहे। परीक्षा की विभिन्न शिफ्टों में विभागाध्यक्षों एवं शिक्षकों ने परीक्षार्थियों की उपस्थिति एवं अभिलेखों का सत्यापन किया।: [1009, 659, 1512, 711]
- lu-legacy-col1: [936, 1987, 1218, 2076]
- child-athletes-p2: विद्यालय की 38 टीमों प्रतिभाग कर रहे हैं एवं 6 में से इनमें भारतीय विद्यालय एवं अन्य संस्थानों के खिलाड़ी शामिल हुए। प्रतियोगिता के दौरान खिलाड़ियों द्वारा अपनी जीवटता ने दीप प्रज्वलित कर कार्यक्रम का शुभारम्भ किया।: [1009, 787, 1512, 812]
- book-release-headline: प्रो. आलोक राय ने पुस्तक का किया विमोचन: [46, 578, 335, 599]
- book-release-story: [20, 577, 360, 936]
- plantation-text-col: [270, 1039, 426, 1264]
